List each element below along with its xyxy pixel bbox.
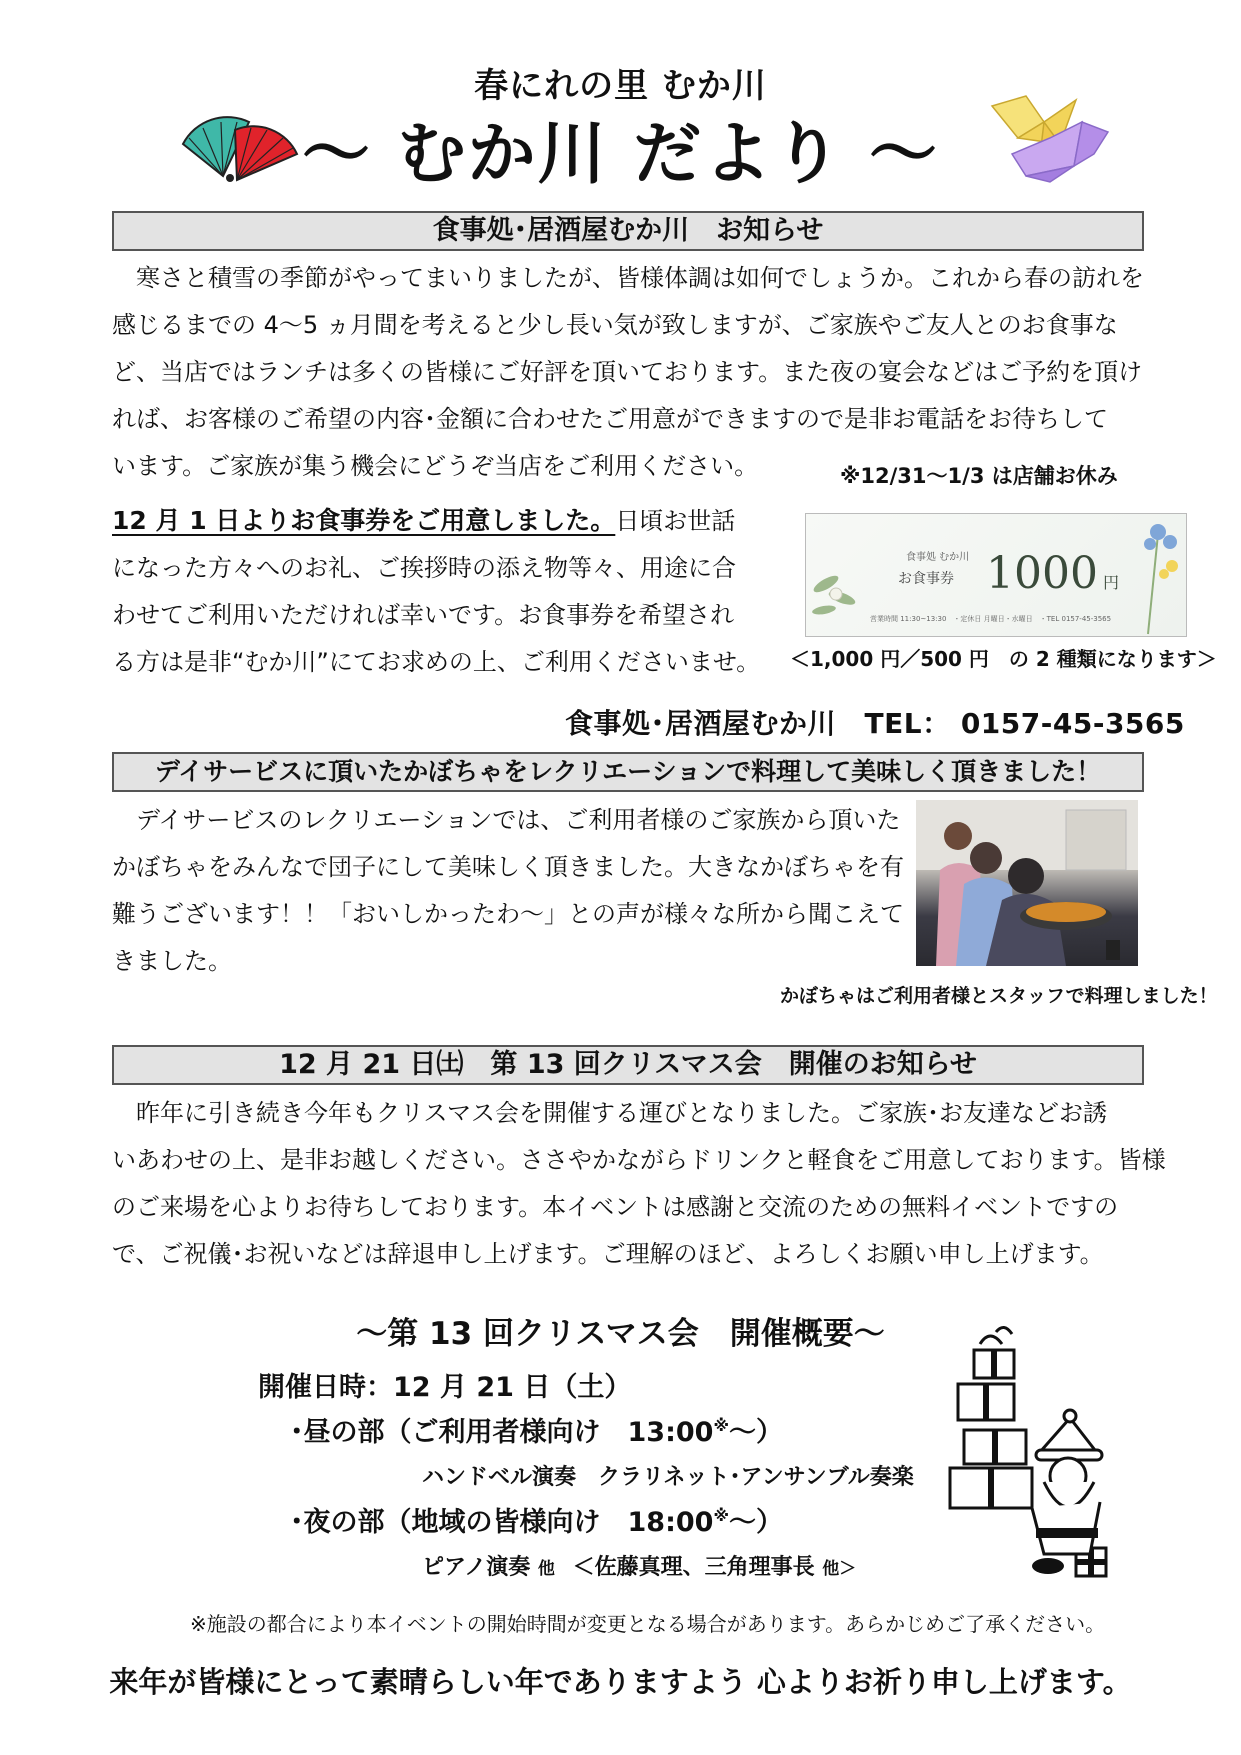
section-heading-restaurant: 食事処･居酒屋むか川 お知らせ [112,211,1144,251]
day-service-paragraph [112,797,904,985]
fan-icon [175,114,303,186]
section-heading-day-service: デイサービスに頂いたかぼちゃをレクリエーションで料理して美味しく頂きました！ [112,752,1144,792]
ticket-paragraph [112,497,760,686]
night-session-label: ･夜の部（地域の皆様向け 18:00 [290,1507,714,1538]
paragraph-line: 日頃お世話 [615,507,736,535]
ticket-lead: 12 月 1 日よりお食事券をご用意しました。 [112,506,616,535]
cooking-scene-icon [916,800,1138,966]
day-session-label: ･昼の部（ご利用者様向け 13:00 [290,1417,714,1448]
time-change-note: ※施設の都合により本イベントの開始時間が変更となる場合があります。あらかじめご了承ください。 [190,1612,1106,1636]
ticket-footer: 営業時間 11:30~13:30 ・定休日 月曜日・水曜日 ・TEL 0157-45-3565 [870,615,1112,623]
night-session-end: ～） [729,1507,784,1538]
paragraph-line: 寒さと積雪の季節がやってまいりましたが、皆様体調は如何でしょうか。これから春の訪れを [112,264,1144,292]
meal-ticket-image [805,513,1187,637]
restaurant-contact: 食事処･居酒屋むか川 TEL： 0157-45-3565 [565,707,1185,740]
flower-decoration-icon [806,554,876,637]
paragraph-line: 昨年に引き続き今年もクリスマス会を開催する運びとなりました。ご家族･お友達などお誘 [112,1099,1108,1127]
newsletter-title: ～ むか川 だより ～ [301,115,940,194]
night-session-mark: ※ [713,1506,730,1525]
day-session-mark: ※ [713,1416,730,1435]
paragraph-line: になった方々へのお礼、ご挨拶時の添え物等々、用途に合 [112,554,736,582]
closing-message: 来年が皆様にとって素晴らしい年でありますよう 心よりお祈り申し上げます。 [109,1665,1132,1699]
paragraph-line: います。ご家族が集う機会にどうぞ当店をご利用ください。 [112,452,759,480]
event-date: 開催日時：12 月 21 日（土） [258,1372,632,1403]
day-session [290,1410,783,1449]
section-heading-christmas: 12 月 21 日㈯ 第 13 回クリスマス会 開催のお知らせ [112,1045,1144,1085]
ticket-label: お食事券 [898,571,954,587]
paragraph-line: のご来場を心よりお待ちしております。本イベントは感謝と交流のための無料イベントですの [112,1193,1119,1221]
paragraph-line: る方は是非“むか川”にてお求めの上、ご利用くださいませ。 [112,648,761,676]
night-program [422,1550,856,1581]
christmas-paragraph [112,1090,1166,1278]
paragraph-line: わせてご利用いただければ幸いです。お食事券を希望され [112,601,735,629]
holiday-note: ※12/31～1/3 は店舗お休み [840,464,1118,488]
night-program-performers: ＜佐藤真理、三角理事長 [572,1555,815,1580]
paragraph-line: ど、当店ではランチは多くの皆様にご好評を頂いております。また夜の宴会などはご予約を頂け [112,358,1143,386]
day-session-end: ～） [729,1417,784,1448]
photo-caption: かぼちゃはご利用者様とスタッフで料理しました！ [780,985,1218,1007]
paragraph-line: きました。 [112,947,232,975]
ticket-unit: 円 [1103,573,1120,592]
day-program: ハンドベル演奏 クラリネット･アンサンブル奏楽 [422,1465,914,1490]
ticket-shop-name: 食事処 むか川 [906,552,970,563]
paper-crane-icon [990,92,1112,184]
newsletter-subtitle: 春にれの里 むか川 [474,66,767,106]
paragraph-line: で、ご祝儀･お祝いなどは辞退申し上げます。ご理解のほど、よろしくお願い申し上げます。 [112,1240,1104,1268]
paragraph-line: 難うございます！！「おいしかったわ～」との声が様々な所から聞こえて [112,900,904,928]
paragraph-line: れば、お客様のご希望の内容･金額に合わせたご用意ができますので是非お電話をお待ちして [112,405,1108,433]
paragraph-line: デイサービスのレクリエーションでは、ご利用者様のご家族から頂いた [112,806,901,834]
santa-with-presents-icon [940,1322,1118,1580]
night-program-end: 他＞ [822,1559,857,1579]
pumpkin-cooking-photo [916,800,1138,966]
ticket-amount: 1000 [986,548,1098,599]
paragraph-line: いあわせの上、是非お越しください。ささやかながらドリンクと軽食をご用意しております。皆様 [112,1146,1166,1174]
night-program-other: 他 [537,1559,555,1579]
night-session [290,1500,783,1539]
ticket-caption: ＜1,000 円／500 円 の 2 種類になります＞ [790,647,1217,671]
night-program-piano: ピアノ演奏 [422,1555,531,1580]
ticket-first-line [112,497,760,545]
restaurant-paragraph [112,255,1144,490]
overview-title: ～第 13 回クリスマス会 開催概要～ [356,1316,885,1352]
paragraph-line: 感じるまでの 4～5 ヵ月間を考えると少し長い気が致しますが、ご家族やご友人とのお食事な [112,311,1118,339]
paragraph-line: かぼちゃをみんなで団子にして美味しく頂きました。大きなかぼちゃを有 [112,853,904,881]
